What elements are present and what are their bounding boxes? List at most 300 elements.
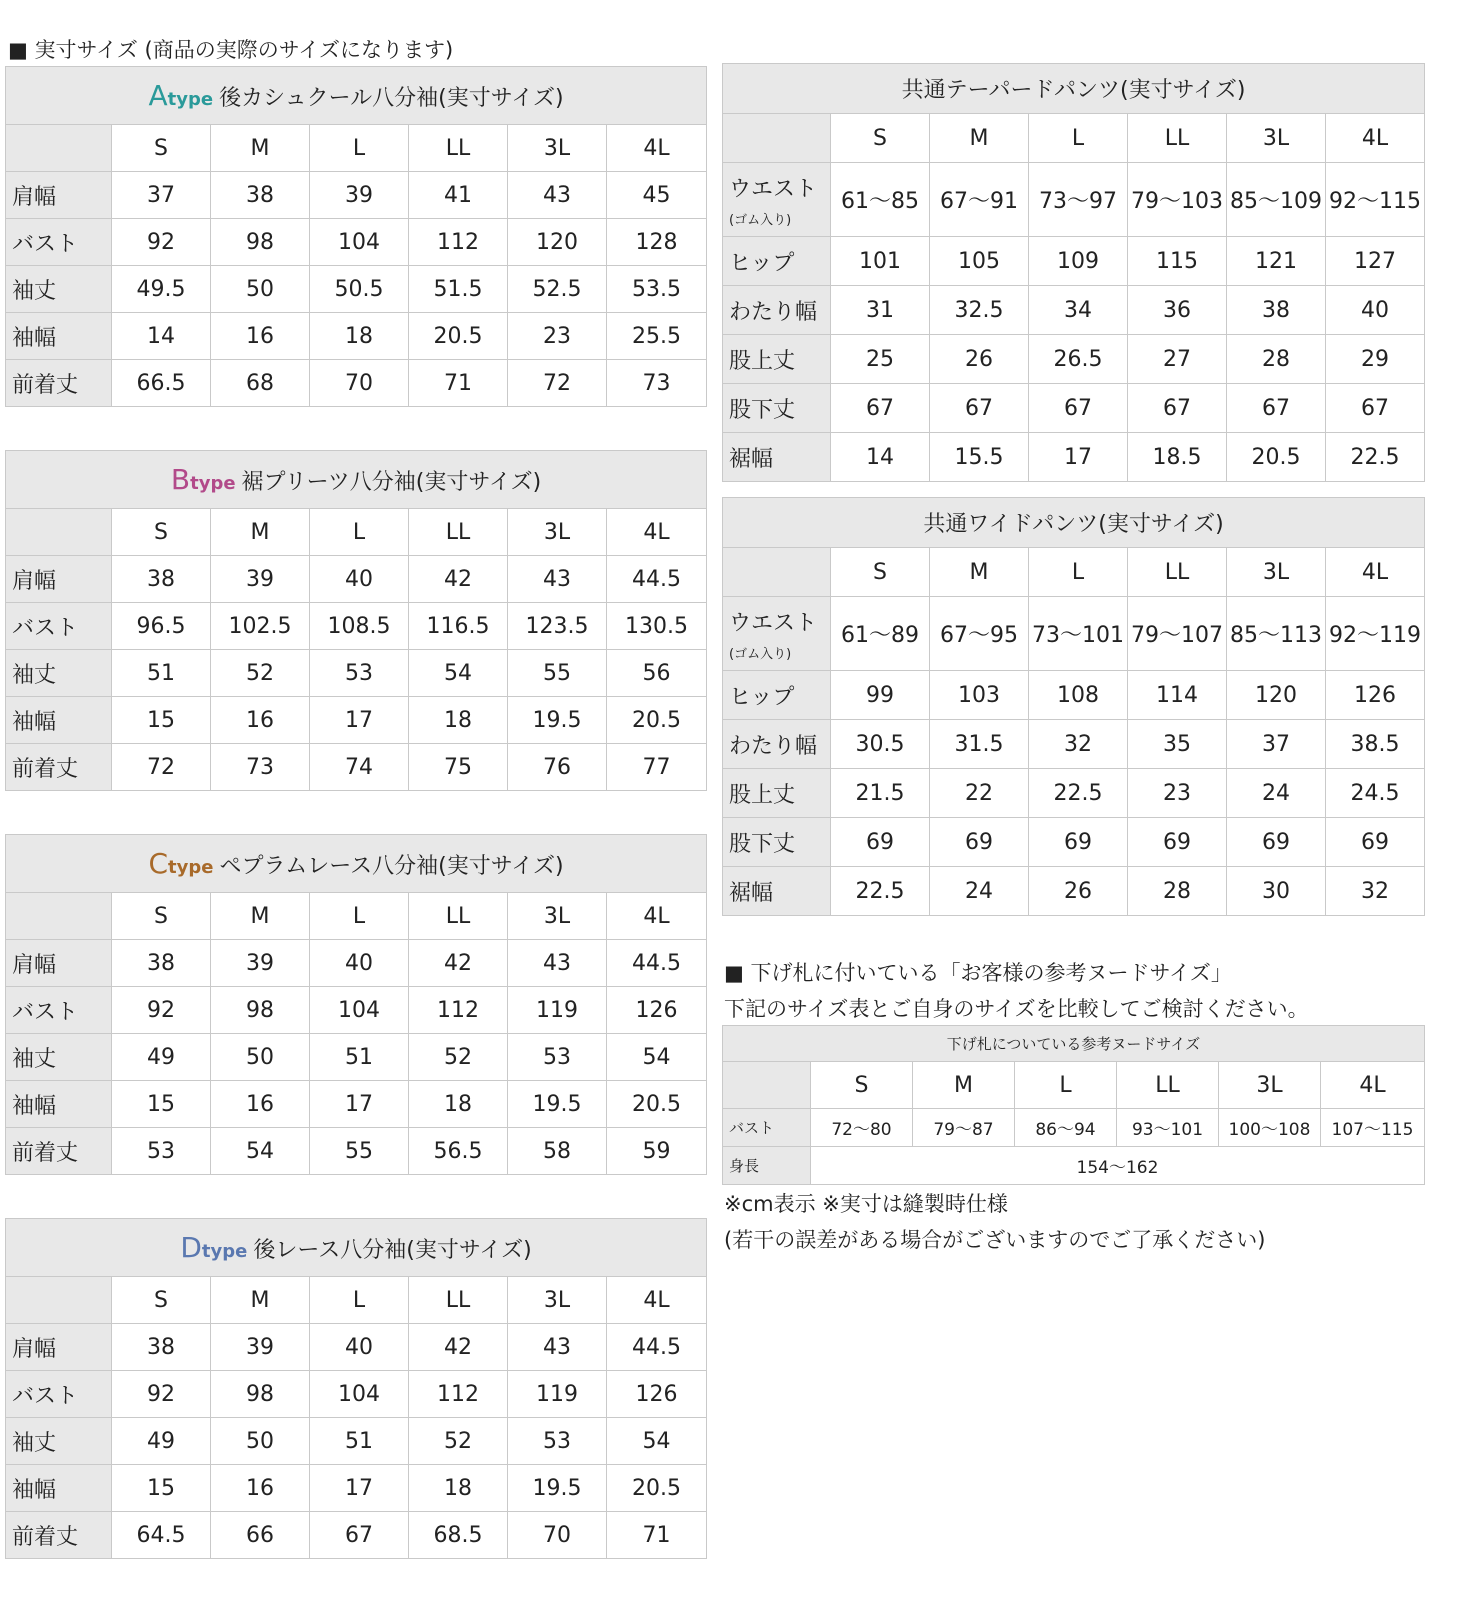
cell: 79～87 bbox=[913, 1109, 1015, 1147]
cell: 114 bbox=[1128, 671, 1227, 720]
nude-title: 下げ札についている参考ヌードサイズ bbox=[723, 1026, 1425, 1062]
cell: 103 bbox=[930, 671, 1029, 720]
cell: 67 bbox=[1227, 384, 1326, 433]
title-text: 後カシュクール八分袖(実寸サイズ) bbox=[219, 86, 564, 111]
cell: 18 bbox=[409, 697, 508, 744]
row-label: 肩幅 bbox=[6, 556, 112, 603]
cell: 69 bbox=[1128, 818, 1227, 867]
row-label: バスト bbox=[6, 987, 112, 1034]
cell: 73 bbox=[607, 360, 707, 407]
cell: 44.5 bbox=[607, 1324, 707, 1371]
cell: 86～94 bbox=[1015, 1109, 1117, 1147]
cell: 92 bbox=[112, 219, 211, 266]
cell: 107～115 bbox=[1321, 1109, 1425, 1147]
row-label: 前着丈 bbox=[6, 1512, 112, 1559]
size-header: LL bbox=[409, 893, 508, 940]
cell: 16 bbox=[211, 697, 310, 744]
cell: 123.5 bbox=[508, 603, 607, 650]
row-label: 裾幅 bbox=[723, 867, 831, 916]
cell: 66 bbox=[211, 1512, 310, 1559]
size-header: LL bbox=[409, 1277, 508, 1324]
cell: 68.5 bbox=[409, 1512, 508, 1559]
size-header: 4L bbox=[607, 509, 707, 556]
cell: 19.5 bbox=[508, 1081, 607, 1128]
size-table-b bbox=[5, 450, 707, 791]
row-label: 袖丈 bbox=[6, 266, 112, 313]
cell: 38 bbox=[112, 556, 211, 603]
cell: 40 bbox=[310, 940, 409, 987]
row-label: バスト bbox=[6, 219, 112, 266]
cell: 119 bbox=[508, 1371, 607, 1418]
table-row bbox=[723, 597, 1425, 671]
cell: 126 bbox=[1326, 671, 1425, 720]
cell: 79～107 bbox=[1128, 597, 1227, 671]
row-label: 身長 bbox=[723, 1147, 811, 1185]
cell: 68 bbox=[211, 360, 310, 407]
cell: 67 bbox=[1128, 384, 1227, 433]
size-header: L bbox=[1015, 1062, 1117, 1109]
table-row bbox=[723, 384, 1425, 433]
cell: 19.5 bbox=[508, 1465, 607, 1512]
note-cm: ※cm表示 ※実寸は縫製時仕様 bbox=[724, 1192, 1008, 1216]
cell: 44.5 bbox=[607, 940, 707, 987]
cell: 72 bbox=[112, 744, 211, 791]
cell: 44.5 bbox=[607, 556, 707, 603]
row-label: 股上丈 bbox=[723, 335, 831, 384]
row-label: バスト bbox=[6, 603, 112, 650]
cell: 22.5 bbox=[831, 867, 930, 916]
cell: 18 bbox=[409, 1465, 508, 1512]
size-header: S bbox=[811, 1062, 913, 1109]
table-row bbox=[6, 1418, 707, 1465]
waist-label: ウエスト bbox=[729, 610, 818, 636]
size-header: M bbox=[211, 1277, 310, 1324]
cell: 21.5 bbox=[831, 769, 930, 818]
size-header: S bbox=[112, 509, 211, 556]
type-suffix: type bbox=[190, 473, 236, 494]
cell: 79～103 bbox=[1128, 163, 1227, 237]
cell: 61～89 bbox=[831, 597, 930, 671]
cell: 116.5 bbox=[409, 603, 508, 650]
cell: 61～85 bbox=[831, 163, 930, 237]
cell: 73～97 bbox=[1029, 163, 1128, 237]
size-header: LL bbox=[409, 509, 508, 556]
table-row bbox=[6, 1324, 707, 1371]
cell: 15 bbox=[112, 1465, 211, 1512]
cell: 17 bbox=[310, 1465, 409, 1512]
cell: 108.5 bbox=[310, 603, 409, 650]
size-header: LL bbox=[409, 125, 508, 172]
cell: 76 bbox=[508, 744, 607, 791]
cell: 27 bbox=[1128, 335, 1227, 384]
cell: 85～113 bbox=[1227, 597, 1326, 671]
cell: 59 bbox=[607, 1128, 707, 1175]
cell: 51 bbox=[310, 1034, 409, 1081]
cell: 69 bbox=[1029, 818, 1128, 867]
cell: 75 bbox=[409, 744, 508, 791]
size-header: S bbox=[112, 125, 211, 172]
type-suffix: type bbox=[201, 1241, 248, 1262]
cell: 119 bbox=[508, 987, 607, 1034]
size-header: LL bbox=[1128, 114, 1227, 163]
waist-note: (ゴム入り) bbox=[729, 646, 792, 662]
cell: 67 bbox=[930, 384, 1029, 433]
cell: 98 bbox=[211, 1371, 310, 1418]
cell: 54 bbox=[211, 1128, 310, 1175]
cell: 53 bbox=[112, 1128, 211, 1175]
cell: 17 bbox=[310, 1081, 409, 1128]
cell: 42 bbox=[409, 1324, 508, 1371]
cell: 28 bbox=[1227, 335, 1326, 384]
cell: 18 bbox=[409, 1081, 508, 1128]
cell: 112 bbox=[409, 987, 508, 1034]
table-row bbox=[723, 720, 1425, 769]
cell: 70 bbox=[310, 360, 409, 407]
size-header: 3L bbox=[1219, 1062, 1321, 1109]
size-header: L bbox=[310, 509, 409, 556]
cell: 92～119 bbox=[1326, 597, 1425, 671]
cell: 120 bbox=[508, 219, 607, 266]
cell: 67～95 bbox=[930, 597, 1029, 671]
table-row bbox=[723, 867, 1425, 916]
table-row bbox=[6, 266, 707, 313]
main-heading: ■ 実寸サイズ (商品の実際のサイズになります) bbox=[8, 38, 454, 62]
cell: 38 bbox=[112, 940, 211, 987]
cell: 64.5 bbox=[112, 1512, 211, 1559]
table-row bbox=[6, 1034, 707, 1081]
row-label: ヒップ bbox=[723, 671, 831, 720]
cell: 16 bbox=[211, 313, 310, 360]
cell: 56 bbox=[607, 650, 707, 697]
title-text: 裾プリーツ八分袖(実寸サイズ) bbox=[241, 470, 542, 495]
row-label: 袖丈 bbox=[6, 1418, 112, 1465]
title-text: 後レース八分袖(実寸サイズ) bbox=[253, 1238, 532, 1263]
table-row bbox=[6, 1371, 707, 1418]
cell: 66.5 bbox=[112, 360, 211, 407]
cell: 22.5 bbox=[1029, 769, 1128, 818]
cell: 92～115 bbox=[1326, 163, 1425, 237]
cell: 15 bbox=[112, 697, 211, 744]
cell: 43 bbox=[508, 940, 607, 987]
cell: 35 bbox=[1128, 720, 1227, 769]
cell: 69 bbox=[1326, 818, 1425, 867]
size-header: 4L bbox=[607, 125, 707, 172]
type-letter: A bbox=[148, 79, 168, 112]
cell: 71 bbox=[607, 1512, 707, 1559]
cell: 32 bbox=[1326, 867, 1425, 916]
table-row bbox=[723, 286, 1425, 335]
size-header: LL bbox=[1117, 1062, 1219, 1109]
cell: 115 bbox=[1128, 237, 1227, 286]
cell: 31.5 bbox=[930, 720, 1029, 769]
size-header: M bbox=[211, 125, 310, 172]
cell: 23 bbox=[508, 313, 607, 360]
waist-label: ウエスト bbox=[729, 176, 818, 202]
cell: 23 bbox=[1128, 769, 1227, 818]
cell: 32 bbox=[1029, 720, 1128, 769]
cell: 43 bbox=[508, 556, 607, 603]
size-header: M bbox=[930, 548, 1029, 597]
cell: 69 bbox=[1227, 818, 1326, 867]
row-label: 肩幅 bbox=[6, 1324, 112, 1371]
table-row bbox=[6, 313, 707, 360]
size-table-tapered-pants bbox=[722, 63, 1425, 482]
size-header: S bbox=[112, 1277, 211, 1324]
row-label: 袖幅 bbox=[6, 1081, 112, 1128]
cell: 15 bbox=[112, 1081, 211, 1128]
size-header: 3L bbox=[1227, 114, 1326, 163]
cell: 50.5 bbox=[310, 266, 409, 313]
cell: 22 bbox=[930, 769, 1029, 818]
size-header: L bbox=[1029, 114, 1128, 163]
table-row bbox=[6, 360, 707, 407]
cell: 56.5 bbox=[409, 1128, 508, 1175]
cell: 43 bbox=[508, 1324, 607, 1371]
cell: 40 bbox=[310, 556, 409, 603]
cell: 50 bbox=[211, 1418, 310, 1465]
cell: 37 bbox=[112, 172, 211, 219]
cell: 40 bbox=[310, 1324, 409, 1371]
size-header: 4L bbox=[1326, 548, 1425, 597]
size-header: L bbox=[310, 125, 409, 172]
cell: 112 bbox=[409, 1371, 508, 1418]
size-header: M bbox=[211, 893, 310, 940]
cell: 126 bbox=[607, 987, 707, 1034]
table-row bbox=[6, 650, 707, 697]
table-row bbox=[6, 697, 707, 744]
cell: 42 bbox=[409, 940, 508, 987]
size-header: 4L bbox=[1321, 1062, 1425, 1109]
cell: 67 bbox=[831, 384, 930, 433]
cell: 32.5 bbox=[930, 286, 1029, 335]
size-header: S bbox=[112, 893, 211, 940]
cell: 74 bbox=[310, 744, 409, 791]
table-row bbox=[723, 769, 1425, 818]
row-label-waist bbox=[723, 163, 831, 237]
cell: 55 bbox=[310, 1128, 409, 1175]
cell: 30 bbox=[1227, 867, 1326, 916]
corner-cell bbox=[6, 125, 112, 172]
cell: 19.5 bbox=[508, 697, 607, 744]
table-row bbox=[723, 818, 1425, 867]
cell: 20.5 bbox=[607, 697, 707, 744]
cell: 112 bbox=[409, 219, 508, 266]
table-row bbox=[6, 987, 707, 1034]
cell: 38 bbox=[211, 172, 310, 219]
corner-cell bbox=[723, 1062, 811, 1109]
cell: 102.5 bbox=[211, 603, 310, 650]
size-header: 3L bbox=[508, 125, 607, 172]
cell: 39 bbox=[211, 940, 310, 987]
tapered-title: 共通テーパードパンツ(実寸サイズ) bbox=[723, 64, 1425, 114]
table-row bbox=[723, 1147, 1425, 1185]
cell: 17 bbox=[1029, 433, 1128, 482]
cell: 67 bbox=[1326, 384, 1425, 433]
cell: 29 bbox=[1326, 335, 1425, 384]
cell: 39 bbox=[211, 1324, 310, 1371]
cell: 24 bbox=[1227, 769, 1326, 818]
cell: 53 bbox=[310, 650, 409, 697]
cell: 98 bbox=[211, 219, 310, 266]
note-tolerance: (若干の誤差がある場合がございますのでご了承ください) bbox=[724, 1228, 1266, 1252]
cell: 49 bbox=[112, 1034, 211, 1081]
wide-title: 共通ワイドパンツ(実寸サイズ) bbox=[723, 498, 1425, 548]
row-label: バスト bbox=[723, 1109, 811, 1147]
table-row bbox=[6, 219, 707, 266]
cell: 17 bbox=[310, 697, 409, 744]
cell: 98 bbox=[211, 987, 310, 1034]
row-label: 袖丈 bbox=[6, 1034, 112, 1081]
cell: 41 bbox=[409, 172, 508, 219]
cell: 104 bbox=[310, 219, 409, 266]
cell: 70 bbox=[508, 1512, 607, 1559]
row-label: わたり幅 bbox=[723, 720, 831, 769]
cell: 26 bbox=[1029, 867, 1128, 916]
cell: 92 bbox=[112, 987, 211, 1034]
cell: 100～108 bbox=[1219, 1109, 1321, 1147]
table-row bbox=[6, 1465, 707, 1512]
cell: 73 bbox=[211, 744, 310, 791]
cell: 38 bbox=[1227, 286, 1326, 335]
cell: 53.5 bbox=[607, 266, 707, 313]
cell: 34 bbox=[1029, 286, 1128, 335]
cell: 54 bbox=[607, 1418, 707, 1465]
corner-cell bbox=[723, 114, 831, 163]
cell: 104 bbox=[310, 1371, 409, 1418]
cell: 105 bbox=[930, 237, 1029, 286]
table-row bbox=[6, 172, 707, 219]
size-header: 4L bbox=[1326, 114, 1425, 163]
corner-cell bbox=[723, 548, 831, 597]
table-row bbox=[723, 433, 1425, 482]
table-row bbox=[723, 237, 1425, 286]
cell: 55 bbox=[508, 650, 607, 697]
table-row bbox=[6, 603, 707, 650]
cell: 31 bbox=[831, 286, 930, 335]
cell: 28 bbox=[1128, 867, 1227, 916]
cell: 72 bbox=[508, 360, 607, 407]
type-suffix: type bbox=[167, 89, 214, 110]
size-table-nude bbox=[722, 1025, 1425, 1185]
cell: 69 bbox=[930, 818, 1029, 867]
cell: 67 bbox=[310, 1512, 409, 1559]
cell: 58 bbox=[508, 1128, 607, 1175]
cell: 50 bbox=[211, 1034, 310, 1081]
row-label: 肩幅 bbox=[6, 172, 112, 219]
waist-note: (ゴム入り) bbox=[729, 212, 792, 228]
cell: 14 bbox=[831, 433, 930, 482]
row-label: わたり幅 bbox=[723, 286, 831, 335]
cell: 20.5 bbox=[1227, 433, 1326, 482]
cell: 85～109 bbox=[1227, 163, 1326, 237]
corner-cell bbox=[6, 893, 112, 940]
title-text: ペプラムレース八分袖(実寸サイズ) bbox=[219, 854, 564, 879]
row-label: 股上丈 bbox=[723, 769, 831, 818]
row-label: 前着丈 bbox=[6, 1128, 112, 1175]
cell: 93～101 bbox=[1117, 1109, 1219, 1147]
cell: 99 bbox=[831, 671, 930, 720]
type-letter: D bbox=[180, 1231, 202, 1264]
type-letter: B bbox=[170, 463, 191, 496]
cell: 16 bbox=[211, 1465, 310, 1512]
cell: 121 bbox=[1227, 237, 1326, 286]
table-row bbox=[6, 556, 707, 603]
type-letter: C bbox=[148, 847, 169, 880]
cell: 126 bbox=[607, 1371, 707, 1418]
cell: 53 bbox=[508, 1418, 607, 1465]
corner-cell bbox=[6, 509, 112, 556]
cell: 25 bbox=[831, 335, 930, 384]
row-label: 袖幅 bbox=[6, 697, 112, 744]
cell: 18 bbox=[310, 313, 409, 360]
cell: 14 bbox=[112, 313, 211, 360]
row-label: 肩幅 bbox=[6, 940, 112, 987]
row-label: 前着丈 bbox=[6, 360, 112, 407]
cell: 108 bbox=[1029, 671, 1128, 720]
row-label: ヒップ bbox=[723, 237, 831, 286]
table-row bbox=[6, 1512, 707, 1559]
cell: 43 bbox=[508, 172, 607, 219]
size-header: 4L bbox=[607, 1277, 707, 1324]
size-header: L bbox=[310, 893, 409, 940]
type-suffix: type bbox=[168, 857, 214, 878]
cell: 120 bbox=[1227, 671, 1326, 720]
cell: 42 bbox=[409, 556, 508, 603]
cell: 38 bbox=[112, 1324, 211, 1371]
cell: 51 bbox=[310, 1418, 409, 1465]
table-c-title bbox=[6, 835, 707, 893]
table-row bbox=[6, 1128, 707, 1175]
cell: 92 bbox=[112, 1371, 211, 1418]
cell: 51 bbox=[112, 650, 211, 697]
cell: 39 bbox=[211, 556, 310, 603]
table-row bbox=[6, 744, 707, 791]
cell: 69 bbox=[831, 818, 930, 867]
row-label: 袖丈 bbox=[6, 650, 112, 697]
row-label: 袖幅 bbox=[6, 1465, 112, 1512]
cell: 53 bbox=[508, 1034, 607, 1081]
size-table-wide-pants bbox=[722, 497, 1425, 916]
cell: 71 bbox=[409, 360, 508, 407]
nude-size-heading: ■ 下げ札に付いている「お客様の参考ヌードサイズ」 bbox=[724, 961, 1232, 985]
table-row bbox=[6, 940, 707, 987]
table-row bbox=[723, 671, 1425, 720]
cell: 22.5 bbox=[1326, 433, 1425, 482]
size-header: M bbox=[913, 1062, 1015, 1109]
cell: 77 bbox=[607, 744, 707, 791]
cell: 104 bbox=[310, 987, 409, 1034]
size-header: LL bbox=[1128, 548, 1227, 597]
cell: 72～80 bbox=[811, 1109, 913, 1147]
table-d-title bbox=[6, 1219, 707, 1277]
cell: 101 bbox=[831, 237, 930, 286]
cell: 54 bbox=[607, 1034, 707, 1081]
size-header: L bbox=[310, 1277, 409, 1324]
nude-size-subheading: 下記のサイズ表とご自身のサイズを比較してご検討ください。 bbox=[724, 997, 1309, 1021]
cell: 128 bbox=[607, 219, 707, 266]
row-label: 裾幅 bbox=[723, 433, 831, 482]
cell: 49 bbox=[112, 1418, 211, 1465]
cell: 37 bbox=[1227, 720, 1326, 769]
size-table-c bbox=[5, 834, 707, 1175]
cell: 96.5 bbox=[112, 603, 211, 650]
cell: 127 bbox=[1326, 237, 1425, 286]
table-a-title bbox=[6, 67, 707, 125]
cell: 130.5 bbox=[607, 603, 707, 650]
cell: 18.5 bbox=[1128, 433, 1227, 482]
cell: 16 bbox=[211, 1081, 310, 1128]
row-label: 股下丈 bbox=[723, 384, 831, 433]
